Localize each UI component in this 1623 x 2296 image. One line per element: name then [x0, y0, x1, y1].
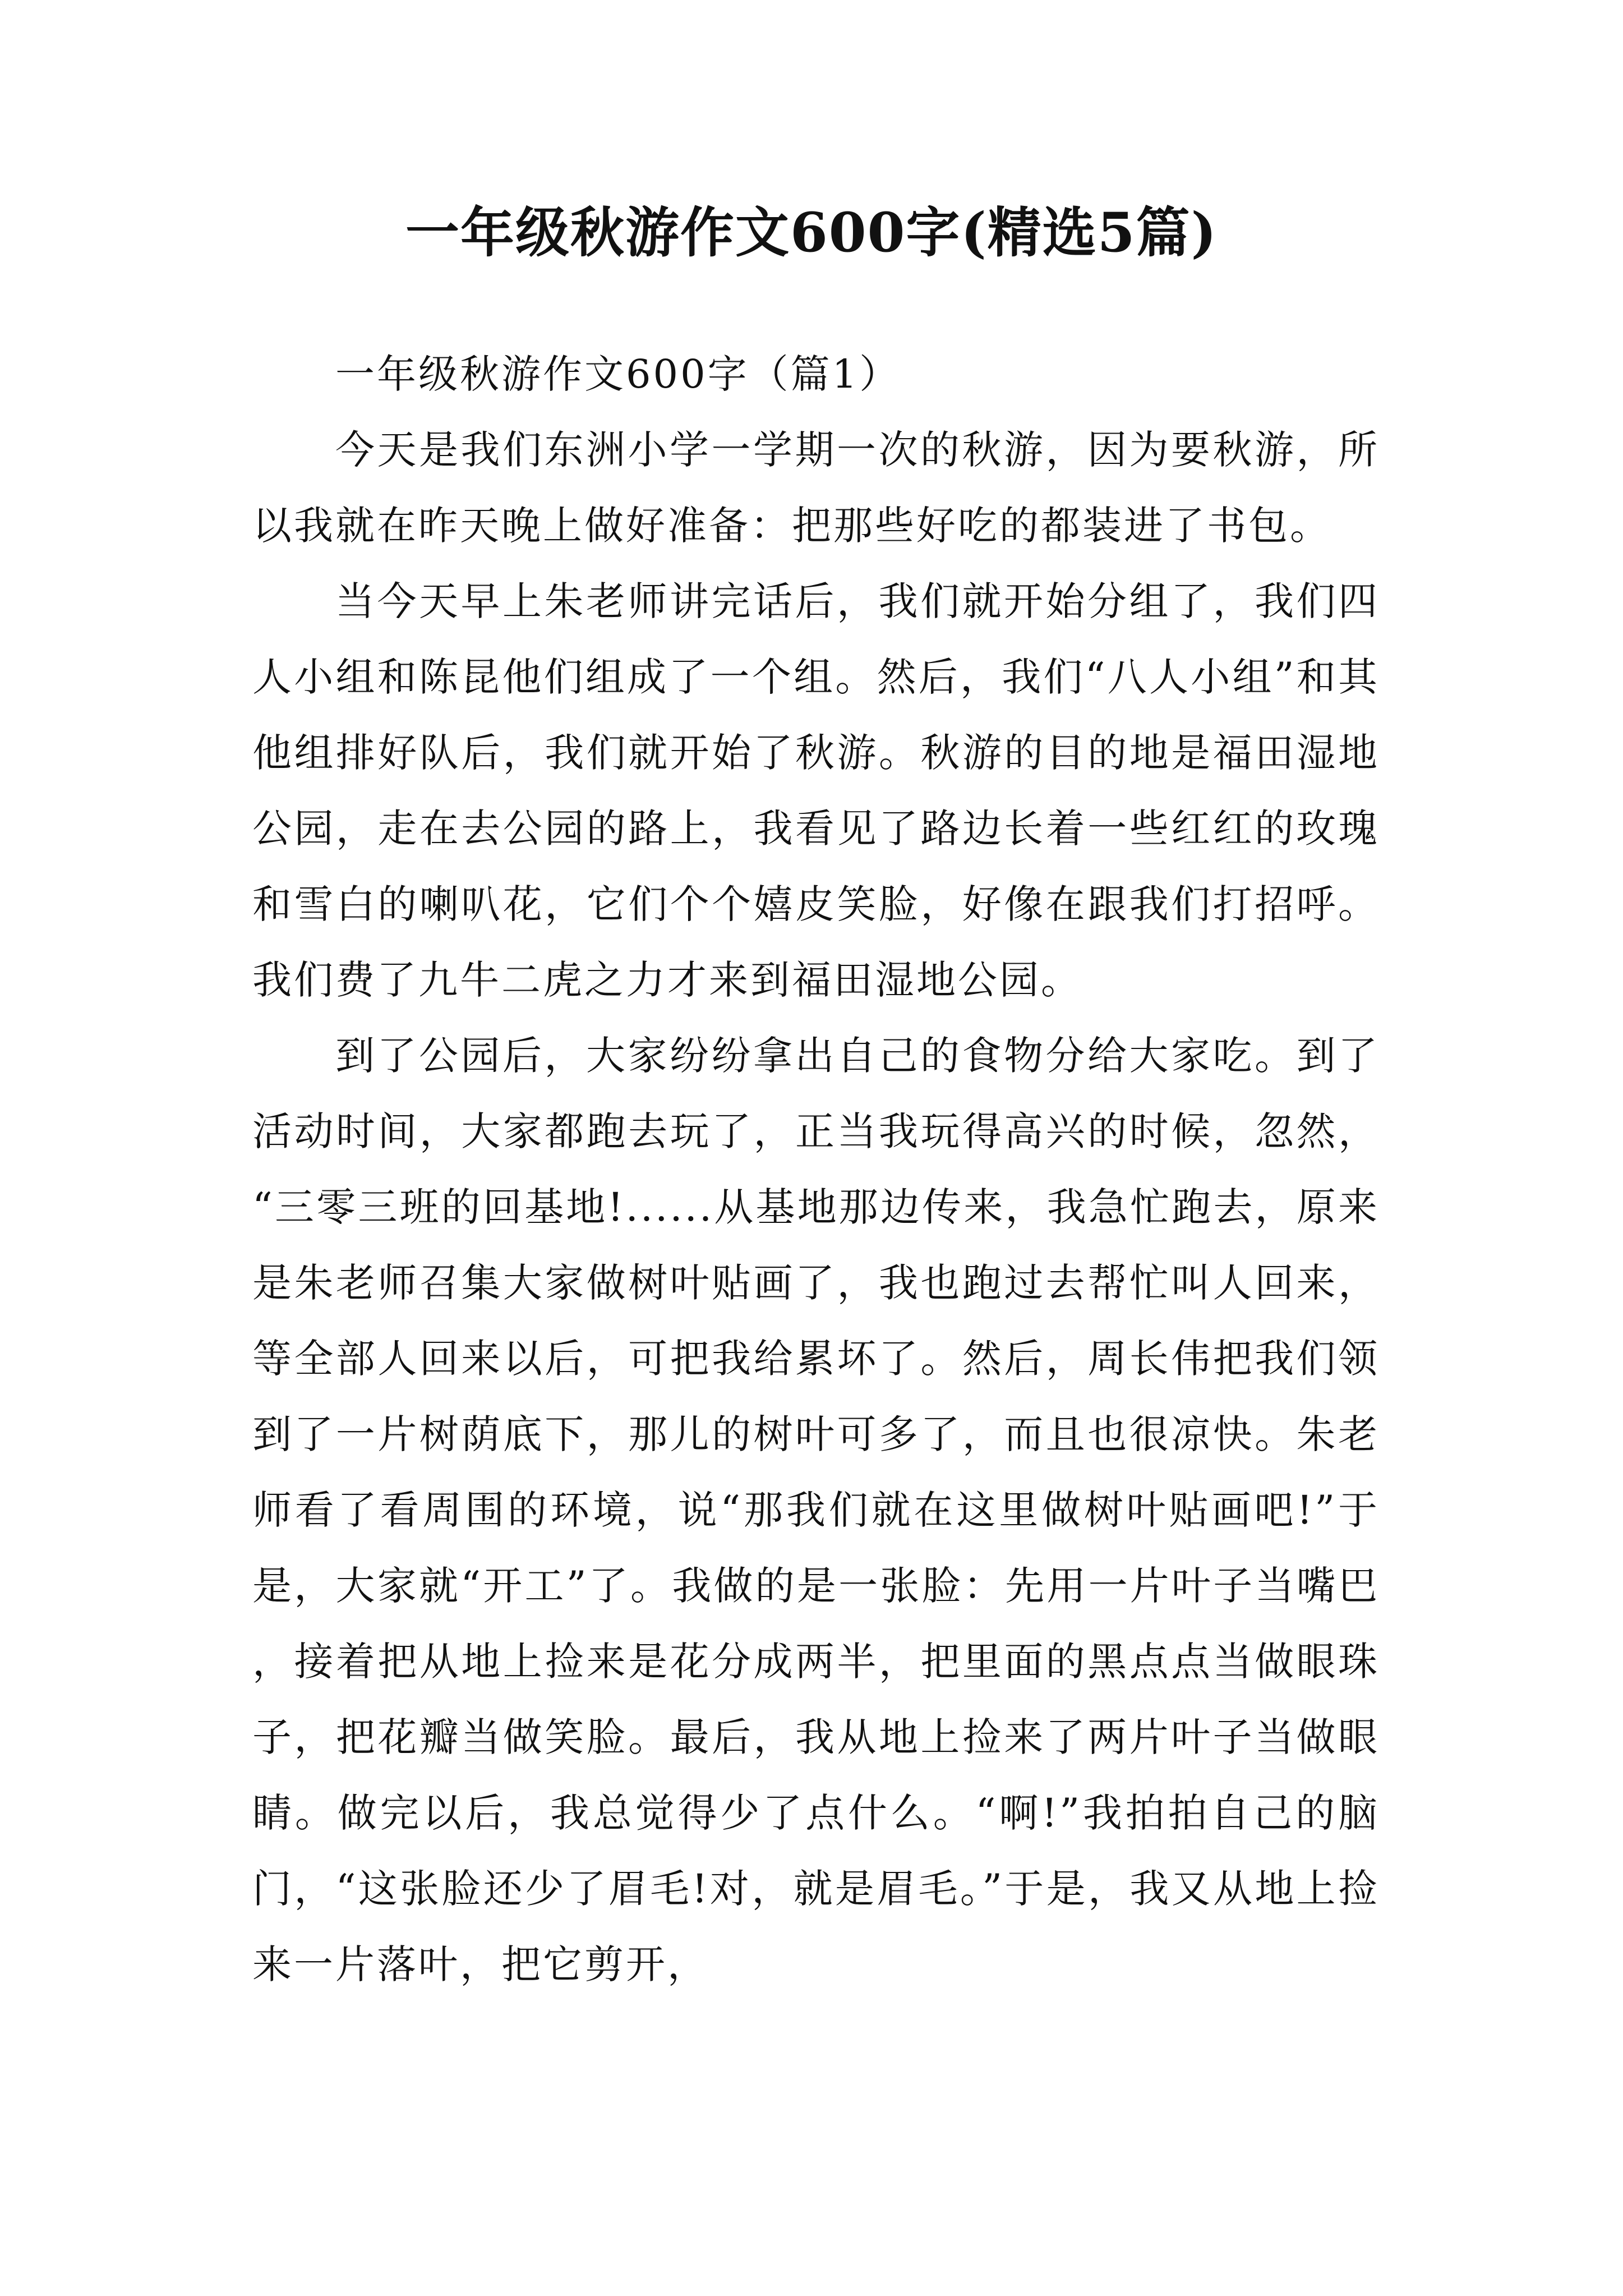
section-heading: 一年级秋游作文600字（篇1）: [335, 351, 901, 397]
paragraph: 到了公园后，大家纷纷拿出自己的食物分给大家吃。到了活动时间，大家都跑去玩了，正当我玩得高兴的时候，忽然，“三零三班的回基地!......从基地那边传来，我急忙跑去，原来是朱老师召集大家做树叶贴画了，我也跑过去帮忙叫人回来，等全部人回来以后，可把我给累坏了。然后，周长伟把我们领到了一片树荫底下，那儿的树叶可多了，而且也很凉快。朱老师看了看周围的环境，说“那我们就在这里做树叶贴画吧!”于是，大家就“开工”了。我做的是一张脸：先用一片叶子当嘴巴，接着把从地上捡来是花分成两半，把里面的黑点点当做眼珠子，把花瓣当做笑脸。最后，我从地上捡来了两片叶子当做眼睛。做完以后，我总觉得少了点什么。“啊!”我拍拍自己的脑门，“这张脸还少了眉毛!对，就是眉毛。”于是，我又从地上捡来一片落叶，把它剪开，: [252, 1033, 1380, 1987]
document-body: [252, 337, 1380, 2003]
paragraph: 今天是我们东洲小学一学期一次的秋游，因为要秋游，所以我就在昨天晚上做好准备：把那些好吃的都装进了书包。: [252, 427, 1380, 549]
paragraph: 当今天早上朱老师讲完话后，我们就开始分组了，我们四人小组和陈昆他们组成了一个组。然后，我们“八人小组”和其他组排好队后，我们就开始了秋游。秋游的目的地是福田湿地公园，走在去公园的路上，我看见了路边长着一些红红的玫瑰和雪白的喇叭花，它们个个嬉皮笑脸，好像在跟我们打招呼。我们费了九牛二虎之力才来到福田湿地公园。: [252, 578, 1380, 1003]
document-title: 一年级秋游作文600字(精选5篇): [405, 201, 1218, 264]
